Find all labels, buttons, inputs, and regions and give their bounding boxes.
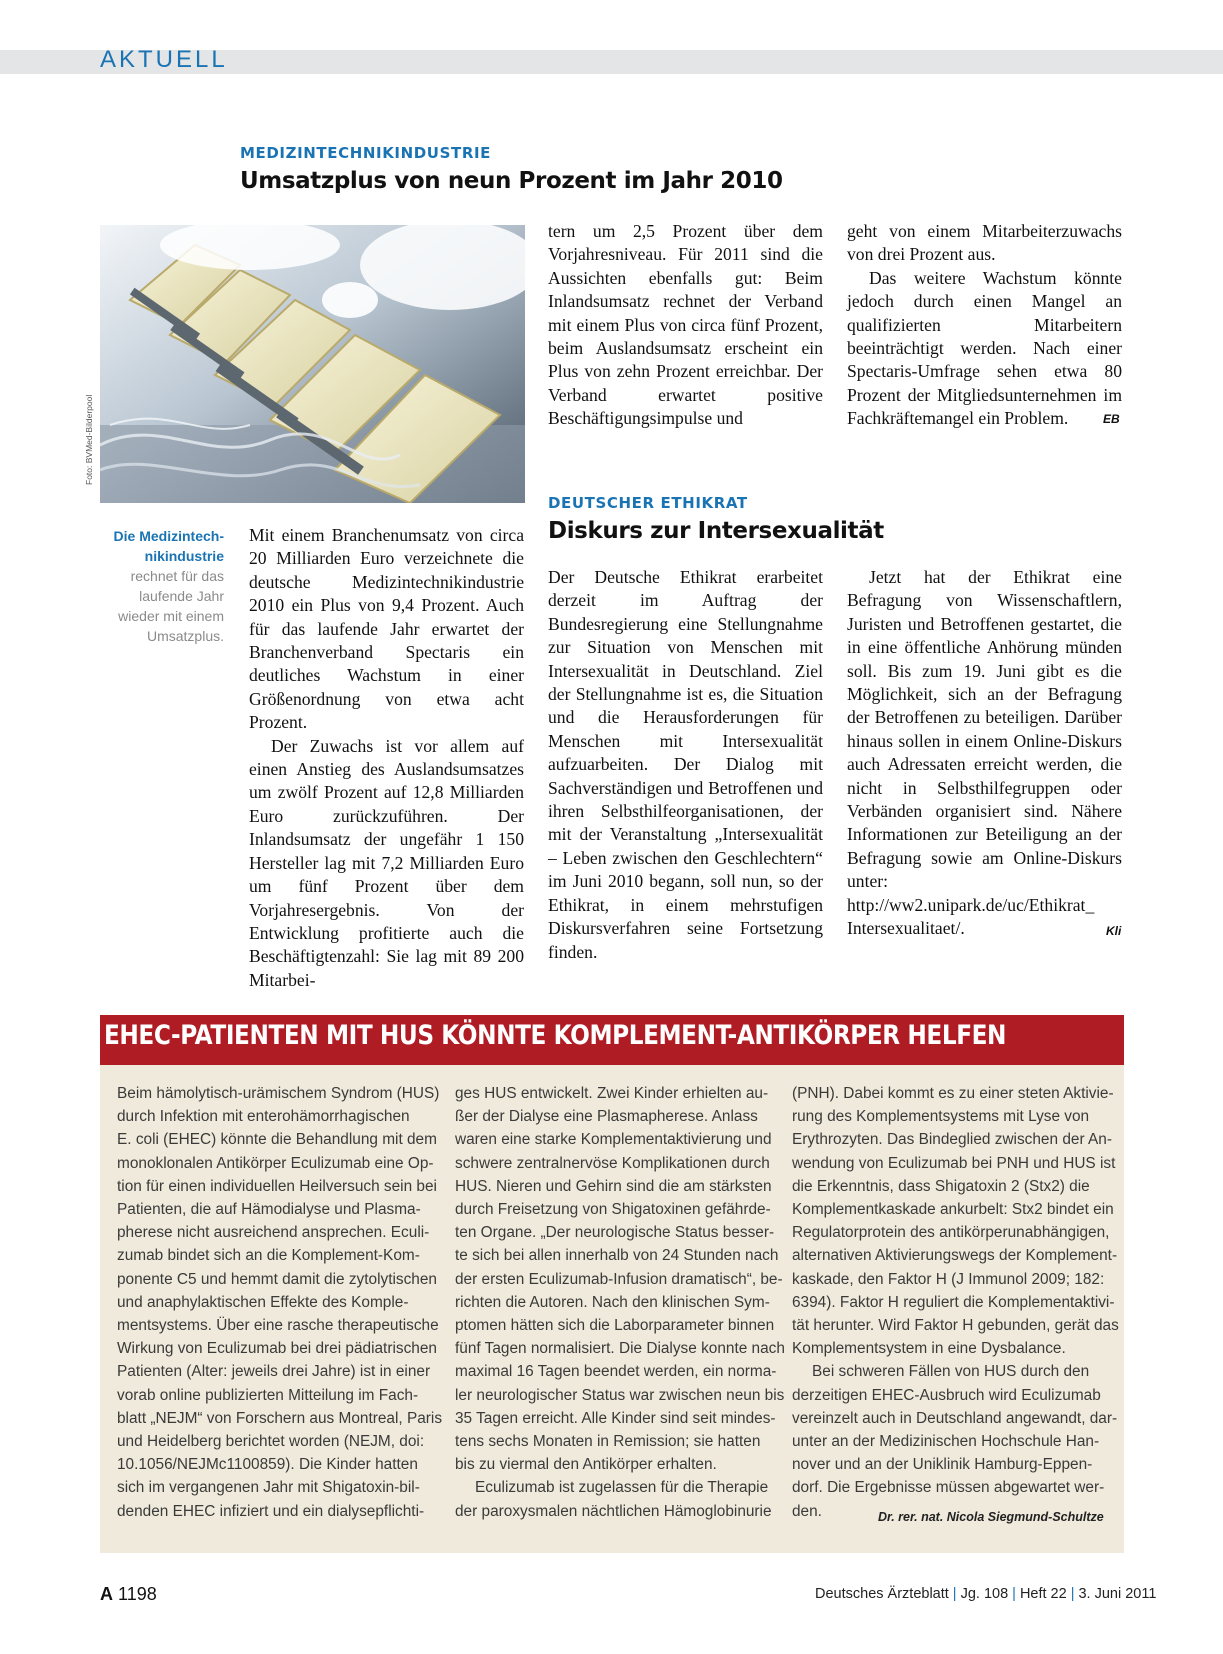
footer-separator: | xyxy=(952,1586,957,1602)
journal-issue: Heft 22 xyxy=(1019,1586,1067,1602)
journal-volume: Jg. 108 xyxy=(960,1586,1009,1602)
article2-signature: Kli xyxy=(1106,924,1122,938)
article1-photo xyxy=(100,225,525,503)
photo-caption xyxy=(96,526,224,646)
info-box-line: durch Infektion mit enterohämorrhagischen xyxy=(117,1108,410,1126)
info-box-line: ges HUS entwickelt. Zwei Kinder erhielten au- xyxy=(455,1085,769,1102)
info-box-line: fünf Tagen normalisiert. Die Dialyse konnte nach xyxy=(455,1340,785,1358)
info-box-line: wendung von Eculizumab bei PNH und HUS ist xyxy=(792,1154,1116,1172)
info-box-line: Eculizumab ist zugelassen für die Therapie xyxy=(475,1479,769,1497)
info-box-line: bis zu viermal den Antikörper erhalten. xyxy=(455,1456,717,1474)
article1-signature: EB xyxy=(1103,412,1120,426)
article1-column-1 xyxy=(249,524,524,992)
info-box-line: tät herunter. Wird Faktor H gebunden, gerät das xyxy=(792,1317,1119,1335)
info-box-line: Patienten (Alter: jeweils drei Jahre) ist in einer xyxy=(117,1363,431,1381)
info-box-line: mentsystems. Über eine rasche therapeutische xyxy=(117,1317,439,1335)
info-box-line: die Erkenntnis, dass Shigatoxin 2 (Stx2) die xyxy=(792,1177,1090,1195)
photo-credit: Foto: BVMed-Bilderpool xyxy=(84,394,94,485)
info-box-column-1 xyxy=(117,1082,442,1523)
caption-text: rechnet für das laufende Jahr wieder mit einem Umsatzplus. xyxy=(118,568,224,644)
info-box-line: tens sechs Monaten in Remission; sie hatten xyxy=(455,1433,761,1451)
article2-paragraph: Der Deutsche Ethikrat erarbeitet derzeit im Auftrag der Bundesregierung eine Stellungnahme zur Situation von Menschen mit Intersexualität in Deutschland. Ziel der Stellungnahme ist es, die Situation und die Herausforderungen für Menschen mit Intersexualität aufzuarbeiten. Der Dialog mit Sachverständigen und Betroffenen und ihren Selbsthilfeorganisationen, der mit der Veranstaltung „Intersexualität – Leben zwischen den Geschlechtern“ im Juni 2010 begann, soll nun, so der Ethikrat, in einem mehrstufigen Diskursverfahren seine Fortsetzung finden. xyxy=(548,567,823,962)
article2-paragraph: Jetzt hat der Ethikrat eine Befragung von Wissenschaftlern, Juristen und Betroffenen gestartet, die in eine öffentliche Anhörung münden soll. Bis zum 19. Juni gibt es die Möglichkeit, sich an der Befragung der Betroffenen zu beteiligen. Darüber hinaus sollen in einem Online-Diskurs auch Adressaten erreicht werden, die nicht in Selbsthilfegruppen oder Verbänden organisiert sind. Nähere Informationen zur Beteiligung an der Befragung sowie am Online-Diskurs unter: xyxy=(847,567,1122,892)
info-box-line: 10.1056/NEJMc1100859). Die Kinder hatten xyxy=(117,1456,418,1474)
info-box-line: kaskade, den Faktor H (J Immunol 2009; 182: xyxy=(792,1270,1105,1288)
page-number-value: 1198 xyxy=(118,1584,157,1604)
info-box-line: maximal 16 Tagen beendet werden, ein norma- xyxy=(455,1363,777,1381)
info-box-line: rung des Komplementsystems mit Lyse von xyxy=(792,1108,1090,1126)
info-box-line: vorab online publizierten Mitteilung im Fach- xyxy=(117,1386,419,1404)
medical-device-production-image xyxy=(100,225,525,503)
article2-column-1 xyxy=(548,566,823,964)
info-box-line: und anaphylaktischen Effekte des Komple- xyxy=(117,1293,409,1311)
info-box-line: nover und an der Uniklinik Hamburg-Eppen- xyxy=(792,1456,1093,1474)
article1-kicker: MEDIZINTECHNIKINDUSTRIE xyxy=(240,144,491,162)
info-box-line: Erythrozyten. Das Bindeglied zwischen der An- xyxy=(792,1131,1112,1149)
article2-kicker: DEUTSCHER ETHIKRAT xyxy=(548,494,748,512)
info-box-line: tion für einen individuellen Heilversuch sein bei xyxy=(117,1177,437,1195)
info-box-line: vereinzelt auch in Deutschland angewandt, dar- xyxy=(792,1409,1118,1427)
info-box-line: zumab bindet sich an die Komplement-Kom- xyxy=(117,1247,420,1265)
info-box-line: Wirkung von Eculizumab bei drei pädiatrischen xyxy=(117,1340,437,1358)
info-box-line: ler neurologischer Status war zwischen neun bis xyxy=(455,1386,785,1404)
info-box-line: der paroxysmalen nächtlichen Hämoglobinurie xyxy=(455,1502,772,1520)
info-box-line: richten die Autoren. Nach den klinischen Sym- xyxy=(455,1293,770,1311)
article1-paragraph: Das weitere Wachstum könnte jedoch durch einen Mangel an qualifizierten Mitarbeitern beeinträchtigt werden. Nach einer Spectaris-Umfrage sehen etwa 80 Prozent der Mitgliedsunternehmen im Fachkräftemangel ein Problem. xyxy=(847,267,1122,429)
info-box-line: sich im vergangenen Jahr mit Shigatoxin-bil- xyxy=(117,1479,420,1497)
journal-name: Deutsches Ärzteblatt xyxy=(815,1586,949,1602)
article1-paragraph: tern um 2,5 Prozent über dem Vorjahresniveau. Für 2011 sind die Aussichten ebenfalls gut: Beim Inlandsumsatz rechnet der Verband mit einem Plus von circa fünf Prozent, beim Auslandsumsatz erscheint ein Plus von zehn Prozent erreichbar. Der Verband erwartet positive Beschäftigungsimpulse und xyxy=(548,221,823,429)
footer-separator: | xyxy=(1070,1586,1075,1602)
article1-paragraph: Der Zuwachs ist vor allem auf einen Anstieg des Auslandsumsatzes um zwölf Prozent auf 12,8 Milliarden Euro zurückzuführen. Der Inlandsumsatz der ungefähr 1 150 Hersteller lag mit 7,2 Milliarden Euro um fünf Prozent über dem Vorjahresergebnis. Von der Entwicklung profitierte auch die Beschäftigtenzahl: Sie lag mit 89 200 Mitarbei- xyxy=(249,735,524,990)
article1-column-2 xyxy=(548,220,823,431)
info-box-line: Regulatorprotein des antikörperunabhängigen, xyxy=(792,1224,1110,1242)
info-box-line: monoklonalen Antikörper Eculizumab eine Op- xyxy=(117,1154,434,1172)
journal-footer xyxy=(815,1586,1156,1602)
info-box-line: pherese nicht ausreichend ansprechen. Eculi- xyxy=(117,1224,430,1242)
info-box-line: 35 Tagen erreicht. Alle Kinder sind seit mindes- xyxy=(455,1409,776,1427)
info-box-line: derzeitigen EHEC-Ausbruch wird Eculizumab xyxy=(792,1386,1101,1404)
caption-bold: Die Medizintech- nikindustrie xyxy=(113,528,224,564)
info-box-line: ten Organe. „Der neurologische Status besser- xyxy=(455,1224,775,1242)
article1-paragraph: Mit einem Branchenumsatz von circa 20 Milliarden Euro verzeichnete die deutsche Medizintechnikindustrie 2010 ein Plus von 9,4 Prozent. Auch für das laufende Jahr erwartet der Branchenverband Spectaris ein deutliches Wachstum in einer Größenordnung von etwa acht Prozent. xyxy=(249,525,524,733)
info-box-line: blatt „NEJM“ von Forschern aus Montreal, Paris xyxy=(117,1409,443,1427)
info-box-line: alternativen Aktivierungswegs der Komplement- xyxy=(792,1247,1118,1265)
info-box-line: (PNH). Dabei kommt es zu einer steten Aktivie- xyxy=(792,1085,1114,1102)
info-box-line: Bei schweren Fällen von HUS durch den xyxy=(812,1363,1090,1381)
info-box-title: EHEC-PATIENTEN MIT HUS KÖNNTE KOMPLEMENT-ANTIKÖRPER HELFEN xyxy=(104,1020,1007,1051)
info-box-line: E. coli (EHEC) könnte die Behandlung mit dem xyxy=(117,1131,437,1149)
info-box-line: ptomen hätten sich die Laborparameter binnen xyxy=(455,1317,775,1335)
info-box-author: Dr. rer. nat. Nicola Siegmund-Schultze xyxy=(878,1510,1104,1524)
section-label: AKTUELL xyxy=(100,46,228,73)
info-box-column-3 xyxy=(792,1082,1119,1523)
page-prefix: A xyxy=(100,1584,113,1604)
page-number xyxy=(100,1584,157,1605)
info-box-line: te sich bei allen innerhalb von 24 Stunden nach xyxy=(455,1247,779,1265)
info-box-line: ponente C5 und hemmt damit die zytolytischen xyxy=(117,1270,437,1288)
article2-url-continued: Intersexualitaet/. xyxy=(847,918,965,939)
article2-headline: Diskurs zur Intersexualität xyxy=(548,518,884,544)
info-box-column-2 xyxy=(455,1082,785,1523)
article2-url: http://ww2.unipark.de/uc/Ethikrat_ xyxy=(847,894,1095,915)
article2-column-2 xyxy=(847,566,1122,941)
info-box-line: ßer der Dialyse eine Plasmapherese. Anlass xyxy=(455,1108,758,1126)
info-box-line: unter an der Medizinischen Hochschule Han- xyxy=(792,1433,1100,1451)
article1-headline: Umsatzplus von neun Prozent im Jahr 2010 xyxy=(240,168,783,194)
journal-date: 3. Juni 2011 xyxy=(1078,1586,1157,1602)
info-box-line: HUS. Nieren und Gehirn sind die am stärksten xyxy=(455,1177,772,1195)
info-box-line: 6394). Faktor H reguliert die Komplementaktivi- xyxy=(792,1293,1115,1311)
info-box-line: Komplementkaskade ankurbelt: Stx2 bindet ein xyxy=(792,1201,1114,1219)
info-box-line: waren eine starke Komplementaktivierung und xyxy=(455,1131,772,1149)
info-box-line: schwere zentralnervöse Komplikationen durch xyxy=(455,1154,770,1172)
article1-paragraph: geht von einem Mitarbeiterzuwachs von drei Prozent aus. xyxy=(847,221,1122,265)
info-box-line: und Heidelberg berichtet worden (NEJM, doi: xyxy=(117,1433,425,1451)
info-box-line: denden EHEC infiziert und ein dialysepflichti- xyxy=(117,1502,425,1520)
footer-separator: | xyxy=(1012,1586,1016,1602)
info-box-line: dorf. Die Ergebnisse müssen abgewartet wer- xyxy=(792,1479,1105,1497)
info-box-line: durch Freisetzung von Shigatoxinen gefährde- xyxy=(455,1201,771,1219)
info-box-line: der ersten Eculizumab-Infusion dramatisch“, be- xyxy=(455,1270,783,1288)
info-box-line: Komplementsystem in eine Dysbalance. xyxy=(792,1340,1066,1358)
info-box-line: Beim hämolytisch-urämischem Syndrom (HUS) xyxy=(117,1085,440,1102)
article1-column-3 xyxy=(847,220,1122,431)
info-box-line: Patienten, die auf Hämodialyse und Plasma- xyxy=(117,1201,421,1219)
info-box-line: den. xyxy=(792,1502,822,1520)
